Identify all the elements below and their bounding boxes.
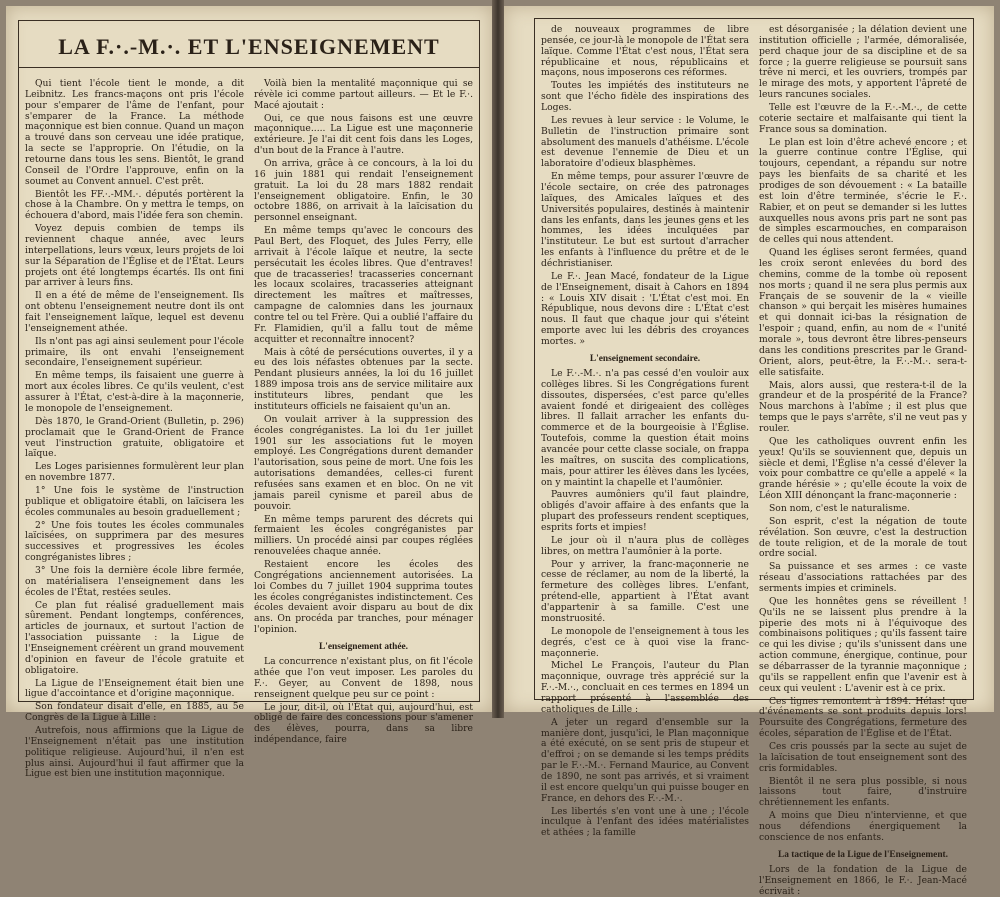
paragraph: En même temps, pour assurer l'œuvre de l'école sectaire, on crée des patronages laïques, des Amicales laïques et des Universités populaires, destinés à maintenir dans les enfants, dans les jeunes gens et les hommes, les idées inculquées par l'instituteur. Le but est surtout d'arracher les enfants à l'influence du prêtre et de le déchristianiser.: [541, 171, 749, 270]
paragraph: A jeter un regard d'ensemble sur la manière dont, jusqu'ici, le Plan maçonnique a été exécuté, on se sent pris de stupeur et d'effroi ; on se demande si les temps prédits par le F.·.-M.·. Fernand Maurice, au Convent de 1890, ne sont pas arrivés, et si vraiment il est encore quelqu'un qui puisse bouger en France, en dehors des F.·.-M.·.: [541, 716, 749, 804]
paragraph: Les revues à leur service : le Volume, le Bulletin de l'instruction primaire sont absolument des manuels d'athéisme. L'école est devenue l'ennemie de Dieu et un laboratoire d'odieux blasphèmes.: [541, 114, 749, 170]
paragraph: Ces cris poussés par la secte au sujet de la laïcisation de tout enseignement sont des cris formidables.: [759, 741, 967, 774]
paragraph: Autrefois, nous affirmions que la Ligue de l'Enseignement n'était pas une institution politique religieuse. Aujourd'hui, il n'en est plus ainsi. Aujourd'hui il faut affirmer que la Ligue est bien une institution maçonnique.: [25, 724, 244, 780]
paragraph: Dès 1870, le Grand-Orient (Bulletin, p. 296) proclamait que le Grand-Orient de France veut l'instruction gratuite, obligatoire et laïque.: [25, 415, 244, 460]
left-column-2: [254, 78, 473, 746]
paragraph: Sa puissance et ses armes : ce vaste réseau d'associations rattachées par des serments impies et criminels.: [759, 561, 967, 594]
paragraph: Son fondateur disait d'elle, en 1885, au 5e Congrès de la Ligue à Lille :: [25, 701, 244, 724]
paragraph: Le plan est loin d'être achevé encore ; et la guerre continue contre l'Église, qui toujours, cependant, a répandu sur notre pays les bienfaits de sa charité et les prodiges de son dévouement : « La bataille est loin d'être terminée, s'écrie le F.·. Rabier, et on peut se demander si les luttes auxquelles nous avons pris part ne sont pas de simples escarmouches, en comparaison de celles qui nous attendent.: [759, 136, 967, 246]
paragraph: Restaient encore les écoles des Congrégations anciennement autorisées. La loi Combes du 7 juillet 1904 supprima toutes les écoles congréganistes indistinctement. Ces écoles devaient avoir disparu au bout de dix ans. On procéda par tranches, pour ménager l'opinion.: [254, 558, 473, 636]
right-page: [504, 6, 994, 897]
paragraph: Les Loges parisiennes formulèrent leur plan en novembre 1877.: [25, 461, 244, 484]
left-column-1: [25, 78, 244, 780]
paragraph: Son nom, c'est le naturalisme.: [769, 502, 910, 514]
paragraph: On arriva, grâce à ce concours, à la loi du 16 juin 1881 qui rendait l'enseignement gratuit. La loi du 28 mars 1882 rendait l'enseignement obligatoire. Enfin, le 30 octobre 1886, on arrivait à la laïcisation du personnel enseignant.: [254, 158, 473, 224]
article-title: LA F.·.-M.·. ET L'ENSEIGNEMENT: [19, 27, 479, 68]
paragraph: Voyez depuis combien de temps ils reviennent chaque année, avec leurs interpellations, leurs vœux, leurs projets de loi sur la Séparation de l'Église et de l'État. Leurs projets ont été longtemps écartés. Ils ont fini par arriver à leurs fins.: [25, 223, 244, 289]
paragraph: Pour y arriver, la franc-maçonnerie ne cesse de réclamer, au nom de la liberté, la fermeture des collèges libres. L'enfant, prétend-elle, appartient à l'État avant d'appartenir à sa famille. C'est une monstruosité.: [541, 558, 749, 624]
right-column-1: [541, 24, 749, 839]
paragraph: Le jour où il n'aura plus de collèges libres, on mettra l'aumônier à la porte.: [541, 534, 749, 557]
paragraph: Que les honnêtes gens se réveillent ! Qu'ils ne se laissent plus prendre à la piperie des mots ni à l'équivoque des combinaisons politiques ; qu'ils fassent taire ce qui les divise ; qu'ils s'unissent dans une action commune, énergique, continue, pour se débarrasser de la tyrannie maçonnique ; qu'ils se rappellent enfin que l'avenir est à ceux qui veulent : L'avenir est à ce prix.: [759, 595, 967, 694]
paragraph: En même temps parurent des décrets qui fermaient les écoles congréganistes par milliers. Un procédé ainsi par coupes réglées renouvelées chaque année.: [254, 513, 473, 558]
paragraph: Le monopole de l'enseignement à tous les degrés, c'est ce à quoi vise la franc-maçonnerie.: [541, 625, 749, 659]
paragraph: Que les catholiques ouvrent enfin les yeux! Qu'ils se souviennent que, depuis un siècle et demi, l'Église n'a cessé d'élever la voix pour combattre ce qu'elle a appelé « la grande hérésie » ; qu'elle écoute la voix de Léon XIII dénonçant la franc-maçonnerie :: [759, 435, 967, 502]
right-column-2: [759, 24, 967, 897]
paragraph: Telle est l'œuvre de la F.·.-M.·., de cette coterie sectaire et malfaisante qui tient la France sous sa domination.: [759, 102, 967, 135]
left-page-frame: [18, 20, 480, 780]
paragraph: Ils n'ont pas agi ainsi seulement pour l'école primaire, ils ont envahi l'enseignement secondaire, l'enseignement supérieur.: [25, 335, 244, 369]
paragraph: Mais à côté de persécutions ouvertes, il y a eu des lois néfastes obtenues par la secte. Pendant plusieurs années, la loi du 16 juillet 1889 imposa trois ans de service militaire aux instituteurs libres, pendant que les instituteurs officiels ne faisaient qu'un an.: [254, 346, 473, 412]
section-heading: L'enseignement athée.: [318, 641, 409, 652]
paragraph: En même temps qu'avec le concours des Paul Bert, des Floquet, des Jules Ferry, elle arrivait à l'école laïque et neutre, la secte persécutait les écoles libres. Que d'entraves! que de tracasseries! tracasseries concernant les locaux scolaires, tracasseries atteignant directement les maîtres et maîtresses, campagne de calomnies dans les journaux contre tel ou tel Frère. Qui a oublié l'affaire du Fr. Flamidien, qu'il a fallu tout de même acquitter et reconnaître innocent?: [254, 225, 473, 345]
book-gutter: [492, 0, 504, 718]
right-page-frame: [534, 18, 974, 897]
paragraph: On voulait arriver à la suppression des écoles congréganistes. La loi du 1er juillet 1901 sur les associations fut le moyen employé. Les Congrégations durent demander l'autorisation, sous peine de mort. Une fois les autorisations demandées, celles-ci furent refusées sans examen et en bloc. On ne vit jamais pareil cynisme et pareil abus de pouvoir.: [254, 413, 473, 512]
paragraph: Michel Le François, l'auteur du Plan maçonnique, ouvrage très apprécié sur la F.·.-M.·., concluait en ces termes en 1894 un rapport présenté à l'assemblée des catholiques de Lille :: [541, 660, 749, 715]
paragraph: 2° Une fois toutes les écoles communales laïcisées, on supprimera par des mesures successives et progressives les écoles congréganistes libres ;: [25, 519, 244, 564]
section-heading: L'enseignement secondaire.: [589, 353, 701, 364]
paragraph: Bientôt il ne sera plus possible, si nous laissons tout faire, d'instruire chrétiennement les enfants.: [759, 775, 967, 809]
paragraph: Qui tient l'école tient le monde, a dit Leibnitz. Les francs-maçons ont pris l'école pour s'emparer de l'âme de l'enfant, pour s'emparer de la France. La méthode maçonnique est bien connue. Quand un maçon a trouvé dans son cerveau une idée pratique, la secte se l'approprie. On l'étudie, on la retourne dans tous les sens. Bientôt, le grand Conseil de l'Ordre l'approuve, enfin on la soumet au Convent annuel. C'est prêt.: [25, 78, 244, 187]
paragraph: A moins que Dieu n'intervienne, et que nous défendions énergiquement la conscience de nos enfants.: [759, 810, 967, 843]
section-heading: La tactique de la Ligue de l'Enseignement.: [777, 849, 949, 860]
paragraph: Oui, ce que nous faisons est une œuvre maçonnique..... La Ligue est une maçonnerie extérieure. Je l'ai dit cent fois dans les Loges, d'un bout de la France à l'autre.: [254, 112, 473, 157]
paragraph: Ce plan fut réalisé graduellement mais sûrement. Pendant longtemps, conférences, articles de journaux, et surtout l'action de l'association puissante : la Ligue de l'Enseignement créèrent un grand mouvement d'opinion en faveur de l'école gratuite et obligatoire.: [25, 599, 244, 676]
paragraph: 3° Une fois la dernière école libre fermée, on matérialisera l'enseignement dans les écoles de l'État, restées seules.: [25, 564, 244, 598]
paragraph: Toutes les impiétés des instituteurs ne sont que l'écho fidèle des inspirations des Loges.: [541, 80, 749, 114]
left-page: [6, 6, 492, 780]
paragraph: Il en a été de même de l'enseignement. Ils ont obtenu l'enseignement neutre dont ils ont fait l'enseignement laïque, lequel est devenu l'enseignement athée.: [25, 290, 244, 334]
paragraph: Ces lignes remontent à 1894. Hélas! que d'événements se sont produits depuis lors! Poursuite des Congrégations, fermeture des écoles, séparation de l'Église et de l'État.: [759, 695, 967, 740]
paragraph: Bientôt les FF.·.-MM.·. députés portèrent la chose à la Chambre. On y mettra le temps, on échouera d'abord, mais l'idée fera son chemin.: [25, 188, 244, 222]
paragraph: Mais, alors aussi, que restera-t-il de la grandeur et de la prospérité de la France? Nous marchons à l'abîme ; il est plus que temps que le pays s'arrête, s'il ne veut pas y rouler.: [759, 379, 967, 434]
paragraph: Le jour, dit-il, où l'État qui, aujourd'hui, est obligé de faire des concessions pour s'amener des élèves, pourra, dans sa libre indépendance, faire: [254, 701, 473, 746]
paragraph: Lors de la fondation de la Ligue de l'Enseignement en 1866, le F.·. Jean-Macé écrivait :: [759, 863, 967, 897]
paragraph: Le F.·. Jean Macé, fondateur de la Ligue de l'Enseignement, disait à Cahors en 1894 : « Louis XIV disait : 'L'État c'est moi. En République, nous devons dire : L'État c'est nous. Il faut que chaque jour qui s'éteint emporte avec lui les débris des croyances mortes. »: [541, 270, 749, 348]
paragraph: Les libertés s'en vont une à une ; l'école inculque à l'enfant des idées matérialistes et athées ; la famille: [541, 805, 749, 839]
paragraph: est désorganisée ; la délation devient une institution officielle ; l'armée, démoralisée, perd chaque jour de sa discipline et de sa force ; la guerre religieuse se poursuit sans trêve ni merci, et les ouvriers, trompés par le mirage des mots, y apportent l'âpreté de leurs rancunes sociales.: [759, 24, 967, 101]
paragraph: 1° Une fois le système de l'instruction publique et obligatoire établi, on laïcisera les écoles communales au besoin graduellement ;: [25, 484, 244, 518]
paragraph: Voilà bien la mentalité maçonnique qui se révèle ici comme partout ailleurs. — Et le F.·. Macé ajoutait :: [254, 78, 473, 111]
paragraph: La Ligue de l'Enseignement était bien une ligue d'accointance et d'origine maçonnique.: [25, 677, 244, 700]
paragraph: La concurrence n'existant plus, on fit l'école athée que l'on veut imposer. Les paroles du F.·. Geyer, au Convent de 1898, nous renseignent quelque peu sur ce point :: [254, 656, 473, 700]
paragraph: Son esprit, c'est la négation de toute révélation. Son œuvre, c'est la destruction de toute religion, et de la morale de tout ordre social.: [759, 515, 967, 560]
paragraph: Le F.·.-M.·. n'a pas cessé d'en vouloir aux collèges libres. Si les Congrégations furent dissoutes, dispersées, c'est parce qu'elles avaient fondé et dirigeaient des collèges libres. Il fallait arracher les enfants du-commerce et de la bourgeoisie à l'Église. Toutefois, comme la question était moins avancée pour cette classe sociale, on frappa les maîtres, on suscita des complications, mais, pour attirer les élèves dans les lycées, on y maintint la chapelle et l'aumônier.: [541, 368, 749, 488]
paragraph: Pauvres aumôniers qu'il faut plaindre, obligés d'avoir affaire à des enfants que la plupart des professeurs rendent sceptiques, esprits forts et impies!: [541, 489, 749, 534]
paragraph: En même temps, ils faisaient une guerre à mort aux écoles libres. Ce qu'ils veulent, c'est assurer à l'État, c'est-à-dire à la maçonnerie, le monopole de l'enseignement.: [25, 370, 244, 414]
paragraph: Quand les églises seront fermées, quand les croix seront enlevées du bord des chemins, comme de la tombe où reposent nos morts ; quand il ne sera plus permis aux Français de se souvenir de la « vieille chanson » qui berçait les misères humaines et qui donnait ici-bas la résignation de l'espoir ; quand, enfin, au nom de « l'unité morale », tous devront être libres-penseurs dans les conditions prescrites par le Grand-Orient, alors, peut-être, la F.·.-M.·. sera-t-elle satisfaite.: [759, 247, 967, 378]
paragraph: de nouveaux programmes de libre pensée, ce jour-là le monopole de l'État sera laïque. Comme l'État c'est nous, l'État sera républicaine et nous, républicains et maçons, nous imposerons ces réformes.: [541, 24, 749, 79]
